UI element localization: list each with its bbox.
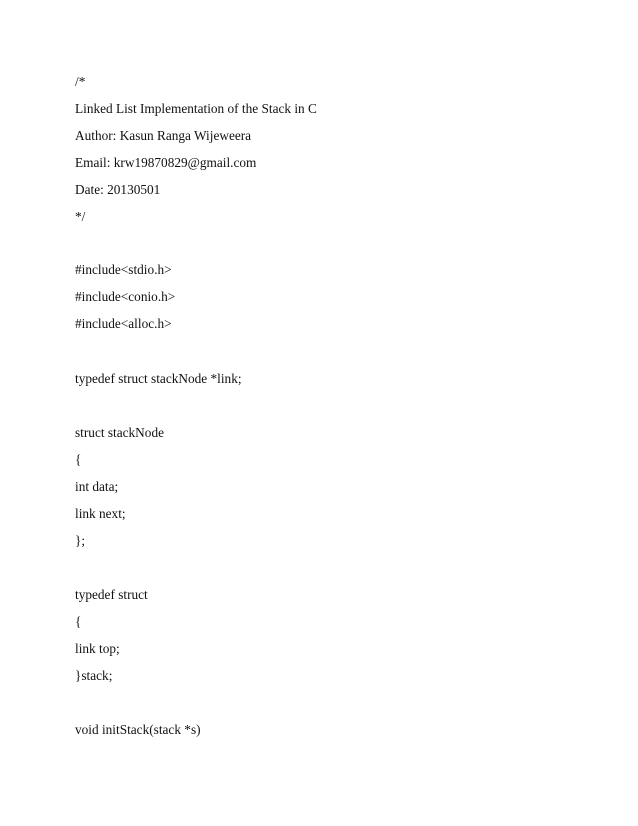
link-top-line: link top; xyxy=(75,641,120,656)
comment-close-line: */ xyxy=(75,209,86,224)
open-brace-line-2: { xyxy=(75,614,82,629)
stack-close-line: }stack; xyxy=(75,668,113,683)
close-brace-line: }; xyxy=(75,533,86,548)
open-brace-line: { xyxy=(75,452,82,467)
date-line: Date: 20130501 xyxy=(75,182,161,197)
struct-stacknode-line: struct stackNode xyxy=(75,425,164,440)
typedef-link-line: typedef struct stackNode *link; xyxy=(75,371,242,386)
typedef-struct-line: typedef struct xyxy=(75,587,148,602)
include-stdio-line: #include<stdio.h> xyxy=(75,262,172,277)
comment-open-line: /* xyxy=(75,74,86,89)
include-conio-line: #include<conio.h> xyxy=(75,289,176,304)
link-next-line: link next; xyxy=(75,506,126,521)
int-data-line: int data; xyxy=(75,479,119,494)
include-alloc-line: #include<alloc.h> xyxy=(75,316,172,331)
init-stack-line: void initStack(stack *s) xyxy=(75,722,201,737)
email-line: Email: krw19870829@gmail.com xyxy=(75,155,257,170)
author-line: Author: Kasun Ranga Wijeweera xyxy=(75,128,252,143)
title-line: Linked List Implementation of the Stack in C xyxy=(75,101,317,116)
